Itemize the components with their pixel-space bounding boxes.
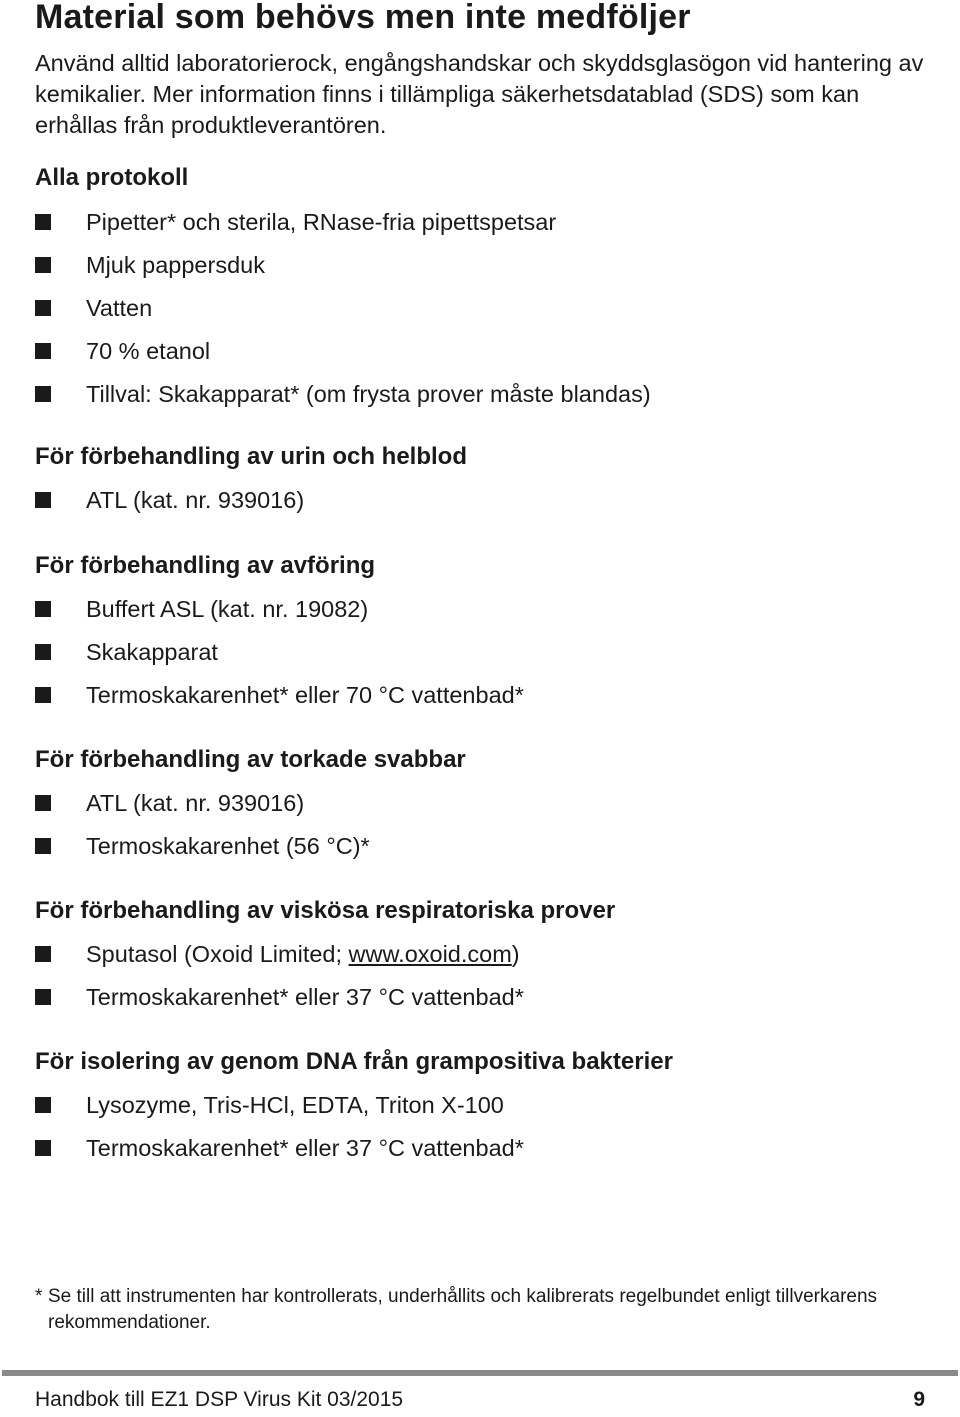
- section-heading: För förbehandling av viskösa respiratoriska prover: [35, 897, 616, 924]
- list-item-label: Termoskakarenhet* eller 37 °C vattenbad*: [86, 1135, 524, 1161]
- list-item: [35, 293, 935, 336]
- square-bullet-icon: [35, 601, 51, 617]
- list-item: [35, 594, 935, 637]
- list-item-label: Termoskakarenhet (56 °C)*: [86, 833, 370, 859]
- list-item: [35, 250, 935, 293]
- square-bullet-icon: [35, 343, 51, 359]
- footer-divider: [2, 1370, 958, 1376]
- section-dried-swabs: [35, 745, 935, 874]
- square-bullet-icon: [35, 1097, 51, 1113]
- item-list: [35, 485, 935, 528]
- square-bullet-icon: [35, 795, 51, 811]
- square-bullet-icon: [35, 300, 51, 316]
- list-item: [35, 831, 935, 874]
- square-bullet-icon: [35, 644, 51, 660]
- list-item-label: Lysozyme, Tris-HCl, EDTA, Triton X-100: [86, 1092, 504, 1118]
- list-item: [35, 637, 935, 680]
- list-item-label: Vatten: [86, 295, 153, 321]
- section-heading: För isolering av genom DNA från grampositiva bakterier: [35, 1048, 673, 1075]
- section-stool: [35, 551, 935, 723]
- section-respiratory: [35, 896, 935, 1025]
- list-item-label: Tillval: Skakapparat* (om frysta prover måste blandas): [86, 381, 651, 407]
- section-heading: För förbehandling av urin och helblod: [35, 443, 467, 470]
- item-list: [35, 1090, 935, 1176]
- section-gram-positive: [35, 1047, 935, 1176]
- section-all-protocols: [35, 163, 935, 422]
- footnote-marker: *: [35, 1286, 43, 1307]
- square-bullet-icon: [35, 492, 51, 508]
- footnote-text: Se till att instrumenten har kontrollerats, underhållits och kalibrerats regelbundet enligt tillverkarens rekommendationer.: [48, 1286, 878, 1333]
- list-item: [35, 680, 935, 723]
- safety-intro: Använd alltid laboratorierock, engångshandskar och skyddsglasögon vid hantering av kemikalier. Mer information finns i tillämpliga säkerhetsdatablad (SDS) som kan erhållas från produktleverantören.: [35, 50, 924, 138]
- list-item-label: ): [511, 941, 520, 967]
- list-item-label: Sputasol (Oxoid Limited;: [86, 941, 349, 967]
- list-item-label: Mjuk pappersduk: [86, 252, 265, 278]
- item-list: [35, 939, 935, 1025]
- list-item: [35, 939, 935, 982]
- footnote: [35, 1284, 915, 1336]
- oxoid-link[interactable]: www.oxoid.com: [348, 941, 512, 967]
- square-bullet-icon: [35, 386, 51, 402]
- list-item: [35, 982, 935, 1025]
- square-bullet-icon: [35, 989, 51, 1005]
- square-bullet-icon: [35, 838, 51, 854]
- list-item-label: Skakapparat: [86, 639, 218, 665]
- list-item: [35, 485, 935, 528]
- list-item-label: Termoskakarenhet* eller 37 °C vattenbad*: [86, 984, 524, 1010]
- square-bullet-icon: [35, 687, 51, 703]
- list-item: [35, 1133, 935, 1176]
- list-item: [35, 788, 935, 831]
- list-item: [35, 336, 935, 379]
- item-list: [35, 788, 935, 874]
- list-item: [35, 379, 935, 422]
- list-item-label: Pipetter* och sterila, RNase-fria pipettspetsar: [86, 209, 557, 235]
- list-item-label: Buffert ASL (kat. nr. 19082): [86, 596, 369, 622]
- list-item-label: 70 % etanol: [86, 338, 211, 364]
- page-number: 9: [913, 1388, 925, 1411]
- square-bullet-icon: [35, 1140, 51, 1156]
- section-urine-blood: [35, 442, 935, 528]
- list-item-label: Termoskakarenhet* eller 70 °C vattenbad*: [86, 682, 524, 708]
- list-item-label: ATL (kat. nr. 939016): [86, 790, 305, 816]
- section-heading: Alla protokoll: [35, 164, 189, 191]
- list-item-label: ATL (kat. nr. 939016): [86, 487, 305, 513]
- item-list: [35, 207, 935, 422]
- page-title: Material som behövs men inte medföljer: [35, 0, 691, 36]
- item-list: [35, 594, 935, 723]
- square-bullet-icon: [35, 214, 51, 230]
- section-heading: För förbehandling av torkade svabbar: [35, 746, 466, 773]
- list-item: [35, 1090, 935, 1133]
- list-item: [35, 207, 935, 250]
- section-heading: För förbehandling av avföring: [35, 552, 376, 579]
- footer-title: Handbok till EZ1 DSP Virus Kit 03/2015: [35, 1388, 404, 1411]
- square-bullet-icon: [35, 257, 51, 273]
- square-bullet-icon: [35, 946, 51, 962]
